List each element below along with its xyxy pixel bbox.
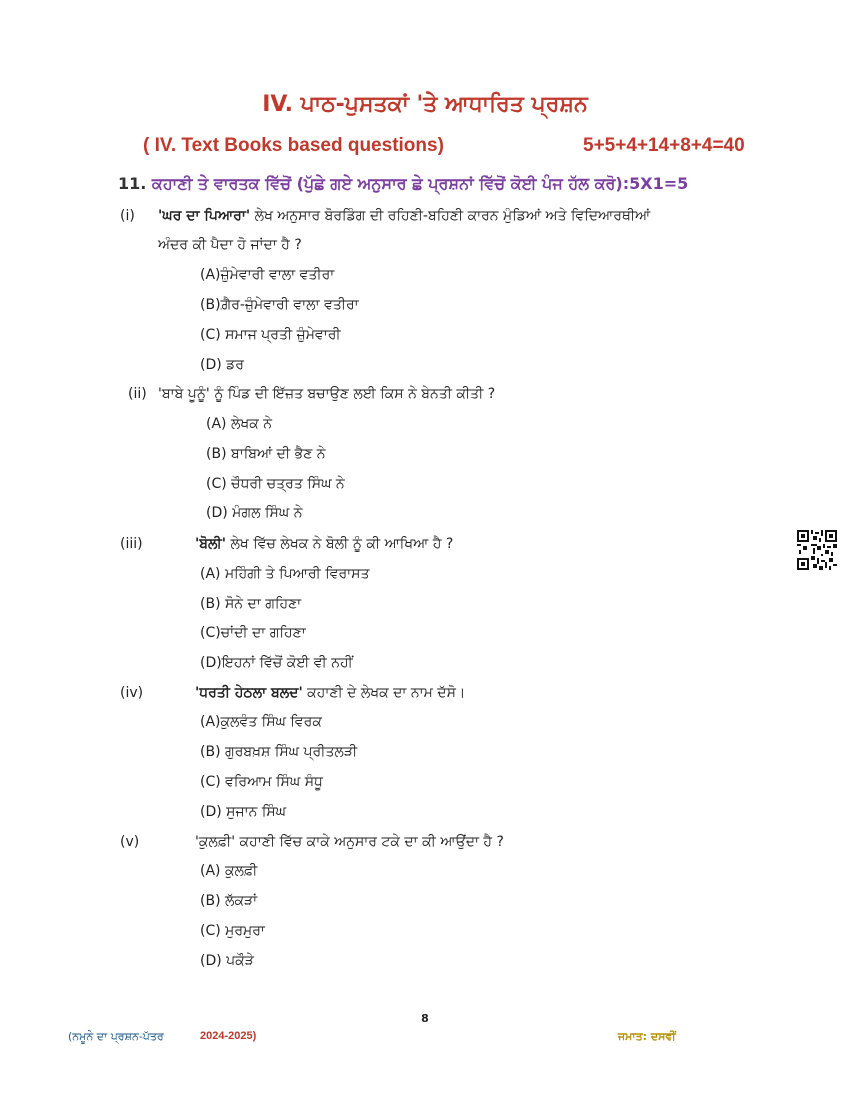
footer-class: ਜਮਾਤ: ਦਸਵੀਂ xyxy=(618,1030,676,1043)
section-title: IV. ਪਾਠ-ਪੁਸਤਕਾਂ 'ਤੇ ਆਧਾਰਿਤ ਪ੍ਰਸ਼ਨ xyxy=(262,92,588,117)
question-number: (v) xyxy=(120,834,140,850)
option: (C) ਵਰਿਆਮ ਸਿੰਘ ਸੰਧੂ xyxy=(200,774,323,790)
question-body: ਲੇਖ ਵਿੱਚ ਲੇਖਕ ਨੇ ਬੋਲੀ ਨੂੰ ਕੀ ਆਖਿਆ ਹੈ ? xyxy=(226,536,454,552)
qr-code-icon xyxy=(797,530,837,570)
question-title: 'ਧਰਤੀ ਹੇਠਲਾ ਬਲਦ' xyxy=(195,685,303,701)
question-body: ਕਹਾਣੀ ਦੇ ਲੇਖਕ ਦਾ ਨਾਮ ਦੱਸੋ। xyxy=(302,685,466,701)
section-marks: 5+5+4+14+8+4=40 xyxy=(583,135,745,156)
question-text xyxy=(158,208,650,224)
option: (A)ਕੁਲਵੰਤ ਸਿੰਘ ਵਿਰਕ xyxy=(200,714,322,730)
page-number: 8 xyxy=(421,1012,429,1025)
question-title: 'ਬੋਲੀ' xyxy=(195,536,226,552)
option: (D) ਸੁਜਾਨ ਸਿੰਘ xyxy=(200,804,287,820)
question-text-continued: ਅੰਦਰ ਕੀ ਪੈਦਾ ਹੋ ਜਾਂਦਾ ਹੈ ? xyxy=(158,237,302,253)
question-number: (iii) xyxy=(120,536,143,552)
option: (B) ਬਾਬਿਆਂ ਦੀ ਭੈਣ ਨੇ xyxy=(206,446,326,462)
option: (B) ਸੋਨੇ ਦਾ ਗਹਿਣਾ xyxy=(200,596,302,612)
option: (D) ਡਰ xyxy=(200,357,244,373)
option: (D) ਪਕੌੜੇ xyxy=(200,953,254,969)
question-instruction xyxy=(118,174,688,194)
footer-paper-label: (ਨਮੂਨੇ ਦਾ ਪ੍ਰਸ਼ਨ-ਪੱਤਰ xyxy=(68,1030,164,1043)
option: (C) ਸਮਾਜ ਪ੍ਰਤੀ ਜ਼ੁੰਮੇਵਾਰੀ xyxy=(200,327,341,343)
question-text: 'ਬਾਬੇ ਪੂਨੂੰ' ਨੂੰ ਪਿੰਡ ਦੀ ਇੱਜ਼ਤ ਬਚਾਉਣ ਲਈ ਕਿਸ ਨੇ ਬੇਨਤੀ ਕੀਤੀ ? xyxy=(158,386,496,402)
instruction-text: ਕਹਾਣੀ ਤੇ ਵਾਰਤਕ ਵਿੱਚੋਂ (ਪੁੱਛੇ ਗਏ ਅਨੁਸਾਰ ਛੇ ਪ੍ਰਸ਼ਨਾਂ ਵਿੱਚੋਂ ਕੋਈ ਪੰਜ ਹੱਲ ਕਰੋ):5X1=5 xyxy=(151,174,689,193)
option: (D) ਮੰਗਲ ਸਿੰਘ ਨੇ xyxy=(206,505,303,521)
option: (B) ਲੱਕੜਾਂ xyxy=(200,893,258,909)
question-text xyxy=(195,536,453,552)
question-number: (iv) xyxy=(120,685,144,701)
question-title: 'ਘਰ ਦਾ ਪਿਆਰਾ' xyxy=(158,208,251,224)
option: (B)ਗ਼ੈਰ-ਜ਼ੁੰਮੇਵਾਰੀ ਵਾਲਾ ਵਤੀਰਾ xyxy=(200,297,359,313)
question-text xyxy=(195,685,465,701)
question-body: ਲੇਖ ਅਨੁਸਾਰ ਬੋਰਡਿੰਗ ਦੀ ਰਹਿਣੀ-ਬਹਿਣੀ ਕਾਰਨ ਮੁੰਡਿਆਂ ਅਤੇ ਵਿਦਿਆਰਥੀਆਂ xyxy=(250,208,651,224)
option: (A) ਮਹਿੰਗੀ ਤੇ ਪਿਆਰੀ ਵਿਰਾਸਤ xyxy=(200,566,370,582)
question-number: (i) xyxy=(120,208,135,224)
option: (B) ਗੁਰਬਖ਼ਸ਼ ਸਿੰਘ ਪ੍ਰੀਤਲੜੀ xyxy=(200,744,358,760)
footer-year: 2024-2025) xyxy=(200,1030,257,1042)
question-number: (ii) xyxy=(128,386,147,402)
instruction-number: 11. xyxy=(118,174,147,193)
section-subtitle: ( IV. Text Books based questions) xyxy=(143,135,444,156)
option: (A)ਜ਼ੁੰਮੇਵਾਰੀ ਵਾਲਾ ਵਤੀਰਾ xyxy=(200,267,335,283)
option: (C) ਮੁਰਮੁਰਾ xyxy=(200,923,265,939)
option: (A) ਕੁਲਫ਼ੀ xyxy=(200,863,258,879)
option: (A) ਲੇਖਕ ਨੇ xyxy=(206,416,273,432)
option: (C) ਚੌਧਰੀ ਚਤ੍ਰਤ ਸਿੰਘ ਨੇ xyxy=(206,476,345,492)
question-text: 'ਕੁਲਫ਼ੀ' ਕਹਾਣੀ ਵਿੱਚ ਕਾਕੇ ਅਨੁਸਾਰ ਟਕੇ ਦਾ ਕੀ ਆਉਂਦਾ ਹੈ ? xyxy=(195,834,504,850)
option: (C)ਚਾਂਦੀ ਦਾ ਗਹਿਣਾ xyxy=(200,625,306,641)
option: (D)ਇਹਨਾਂ ਵਿੱਚੋਂ ਕੋਈ ਵੀ ਨਹੀਂ xyxy=(200,655,353,671)
